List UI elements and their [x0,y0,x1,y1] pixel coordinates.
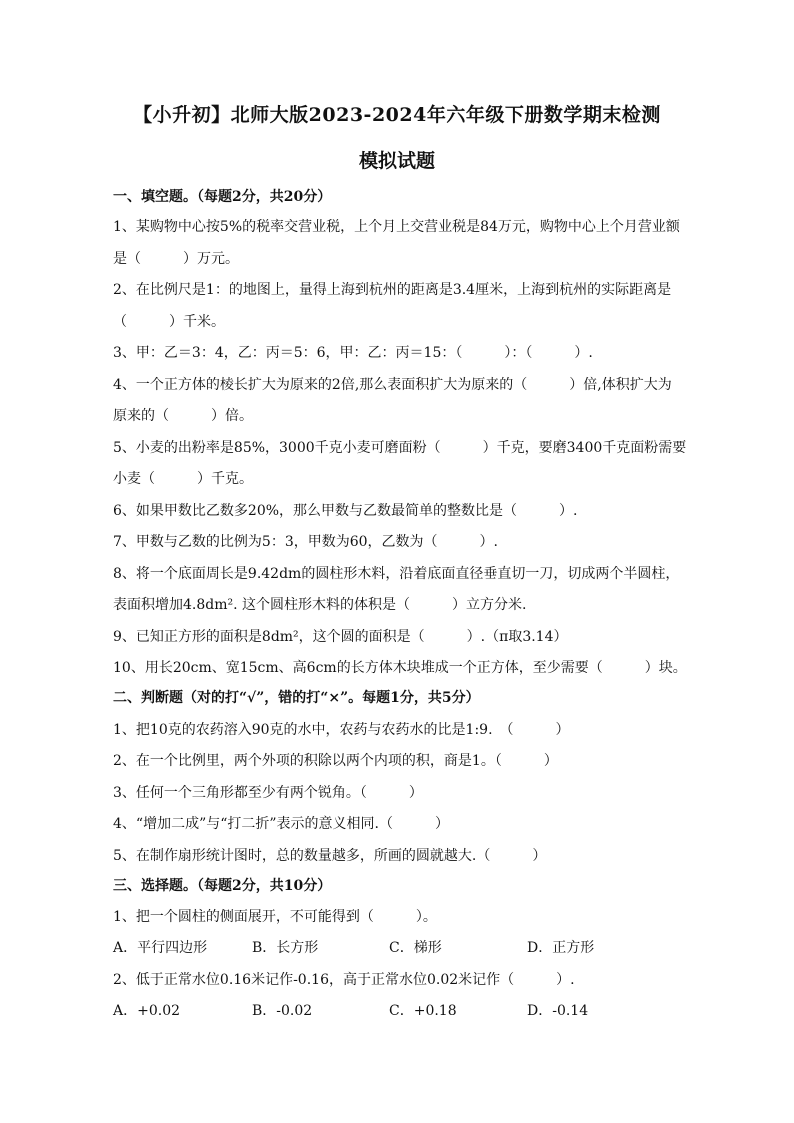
question-line: 1、把一个圆柱的侧面展开，不可能得到（ ）。 [113,909,437,925]
option-d: D．正方形 [527,940,595,956]
option-a: A．平行四边形 [113,940,208,956]
question-line: 2、低于正常水位0.16米记作-0.16，高于正常水位0.02米记作（ ）. [113,972,575,988]
question-line: 4、一个正方体的棱长扩大为原来的2倍,那么表面积扩大为原来的（ ）倍,体积扩大为 [113,377,672,393]
question-line: 9、已知正方形的面积是8dm²，这个圆的面积是（ ）.（π取3.14） [113,629,568,645]
question-line: 表面积增加4.8dm². 这个圆柱形木料的体积是（ ）立方分米. [113,597,527,613]
question-line: 是（ ）万元。 [113,251,239,267]
option-b: B．长方形 [252,940,319,956]
section-heading-multiple-choice: 三、选择题。（每题2分，共10分） [113,878,332,894]
question-line: 小麦（ ）千克。 [113,471,253,487]
question-line: 10、用长20cm、宽15cm、高6cm的长方体木块堆成一个正方体，至少需要（ ）块。 [113,660,687,676]
question-line: 6、如果甲数比乙数多20%，那么甲数与乙数最简单的整数比是（ ）. [113,503,578,519]
option-c: C．梯形 [389,940,442,956]
question-line: 1、把10克的农药溶入90克的水中，农药与农药水的比是1:9. （ ） [113,722,570,738]
question-line: 8、将一个底面周长是9.42dm的圆柱形木料，沿着底面直径垂直切一刀，切成两个半圆柱， [113,566,680,582]
option-b: B．-0.02 [252,1003,313,1019]
question-line: 5、在制作扇形统计图时，总的数量越多，所画的圆就越大.（ ） [113,848,547,864]
page-title: 【小升初】北师大版2023-2024年六年级下册数学期末检测 [133,104,661,126]
question-line: 2、在一个比例里，两个外项的积除以两个内项的积，商是1。（ ） [113,753,558,769]
question-line: 2、在比例尺是1：的地图上，量得上海到杭州的距离是3.4厘米，上海到杭州的实际距离是 [113,282,672,298]
option-a: A．+0.02 [113,1003,181,1019]
question-line: 3、任何一个三角形都至少有两个锐角。（ ） [113,785,423,801]
question-line: 4、“增加二成”与“打二折”表示的意义相同.（ ） [113,816,449,832]
question-line: （ ）千米。 [113,314,225,330]
option-c: C．+0.18 [389,1003,457,1019]
question-line: 1、某购物中心按5%的税率交营业税，上个月上交营业税是84万元，购物中心上个月营业额 [113,219,680,235]
section-heading-fill-blank: 一、填空题。（每题2分，共20分） [113,189,332,205]
question-line: 3、甲：乙＝3：4，乙：丙＝5：6，甲：乙：丙＝15：（ ）：（ ）. [113,345,593,361]
question-line: 5、小麦的出粉率是85%，3000千克小麦可磨面粉（ ）千克，要磨3400千克面粉需要 [113,440,687,456]
question-line: 原来的（ ）倍。 [113,408,253,424]
page-subtitle: 模拟试题 [358,150,435,172]
section-heading-true-false: 二、判断题（对的打“√”，错的打“×”。每题1分，共5分） [113,690,480,706]
option-d: D．-0.14 [527,1003,589,1019]
question-line: 7、甲数与乙数的比例为5：3，甲数为60，乙数为（ ）. [113,534,498,550]
